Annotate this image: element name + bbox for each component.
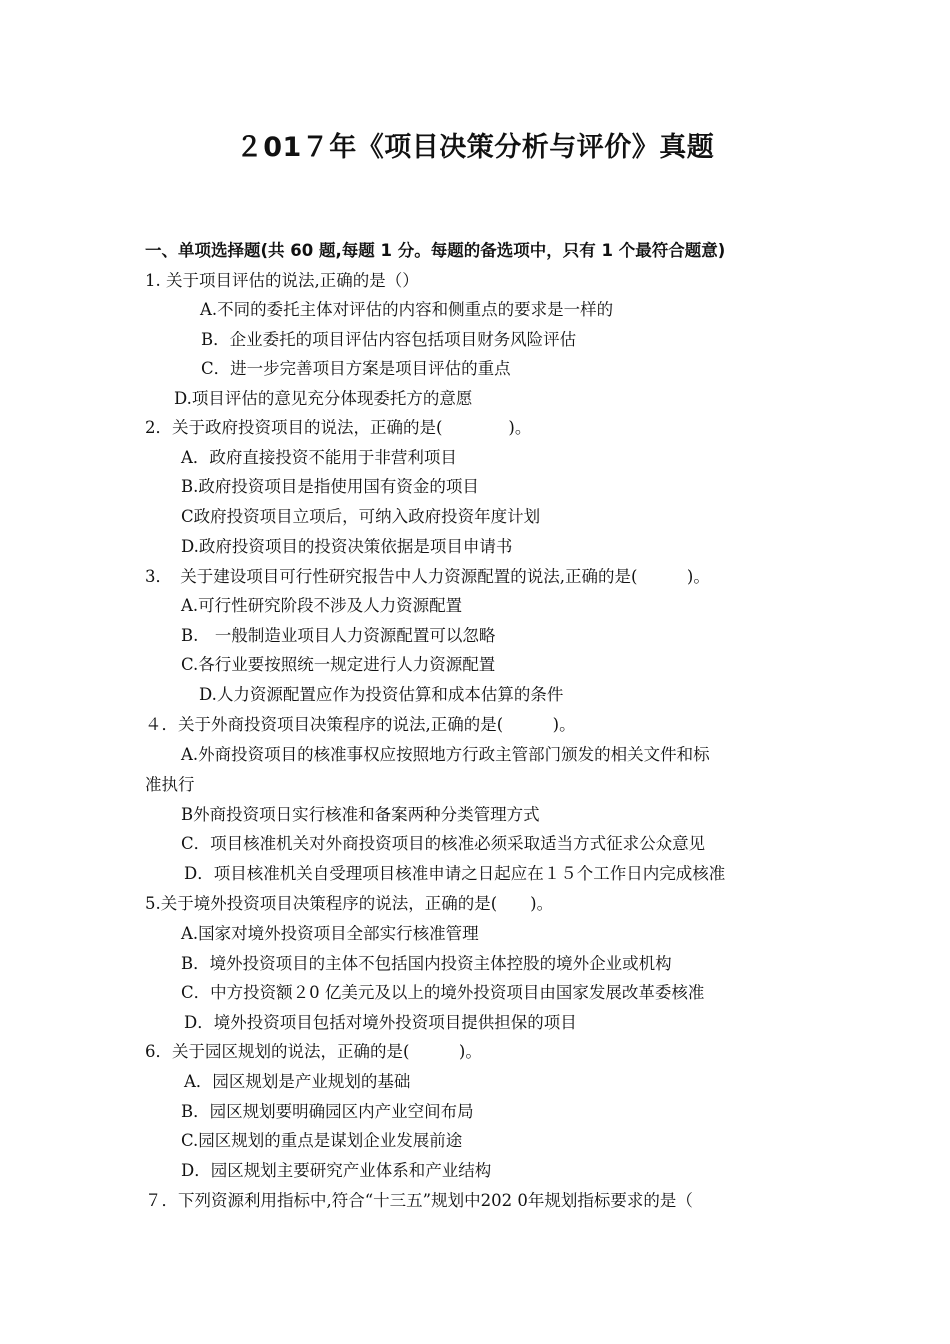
- question-5-option-a: A.国家对境外投资项目全部实行核准管理: [181, 924, 479, 943]
- question-4-option-a: A.外商投资项目的核准事权应按照地方行政主管部门颁发的相关文件和标: [181, 745, 710, 764]
- question-6-option-b: B．园区规划要明确园区内产业空间布局: [181, 1102, 474, 1121]
- question-1-option-c: C．进一步完善项目方案是项目评估的重点: [201, 359, 511, 378]
- question-5: 5.关于境外投资项目决策程序的说法，正确的是( )。: [145, 894, 554, 913]
- question-2-option-a: A．政府直接投资不能用于非营利项目: [181, 448, 457, 467]
- question-6: 6．关于园区规划的说法，正确的是( )。: [145, 1042, 482, 1061]
- question-3-option-d: D.人力资源配置应作为投资估算和成本估算的条件: [199, 685, 564, 704]
- question-1: 1. 关于项目评估的说法,正确的是（）: [145, 271, 419, 290]
- question-5-option-d: D．境外投资项目包括对境外投资项目提供担保的项目: [184, 1013, 577, 1032]
- question-3-option-b: B. 一般制造业项目人力资源配置可以忽略: [181, 626, 496, 645]
- question-3-option-a: A.可行性研究阶段不涉及人力资源配置: [181, 596, 463, 615]
- question-4-option-d: D．项目核准机关自受理项目核准申请之日起应在１５个工作日内完成核准: [184, 864, 726, 883]
- question-2: 2．关于政府投资项目的说法，正确的是( )。: [145, 418, 532, 437]
- question-5-option-c: C．中方投资额２0 亿美元及以上的境外投资项目由国家发展改革委核准: [181, 983, 705, 1002]
- question-2-option-c: C政府投资项目立项后，可纳入政府投资年度计划: [181, 507, 541, 526]
- question-3-option-c: C.各行业要按照统一规定进行人力资源配置: [181, 655, 496, 674]
- section-heading: 一、单项选择题(共 60 题,每题 1 分。每题的备选项中，只有 1 个最符合题意): [145, 241, 726, 260]
- question-4-option-b: B外商投资项日实行核准和备案两种分类管理方式: [181, 805, 540, 824]
- question-3: 3． 关于建设项目可行性研究报告中人力资源配置的说法,正确的是( )。: [145, 567, 710, 586]
- question-2-option-d: D.政府投资项目的投资决策依据是项目申请书: [181, 537, 513, 556]
- question-6-option-c: C.园区规划的重点是谋划企业发展前途: [181, 1131, 463, 1150]
- question-6-option-d: D．园区规划主要研究产业体系和产业结构: [181, 1161, 492, 1180]
- question-5-option-b: B．境外投资项目的主体不包括国内投资主体控股的境外企业或机构: [181, 954, 672, 973]
- question-2-option-b: B.政府投资项目是指使用国有资金的项目: [181, 477, 479, 496]
- question-6-option-a: A．园区规划是产业规划的基础: [184, 1072, 411, 1091]
- question-1-option-b: B．企业委托的项目评估内容包括项目财务风险评估: [201, 330, 577, 349]
- document-title: ２01７年《项目决策分析与评价》真题: [235, 132, 715, 163]
- question-4-option-c: C．项目核准机关对外商投资项目的核准必须采取适当方式征求公众意见: [181, 834, 706, 853]
- question-4-option-a-continued: 准执行: [145, 775, 195, 794]
- question-1-option-d: D.项目评估的意见充分体现委托方的意愿: [174, 389, 473, 408]
- question-4: ４．关于外商投资项目决策程序的说法,正确的是( )。: [145, 715, 576, 734]
- question-1-option-a: A.不同的委托主体对评估的内容和侧重点的要求是一样的: [200, 300, 614, 319]
- question-7: ７．下列资源利用指标中,符合“十三五”规划中202 0年规划指标要求的是（: [145, 1191, 693, 1210]
